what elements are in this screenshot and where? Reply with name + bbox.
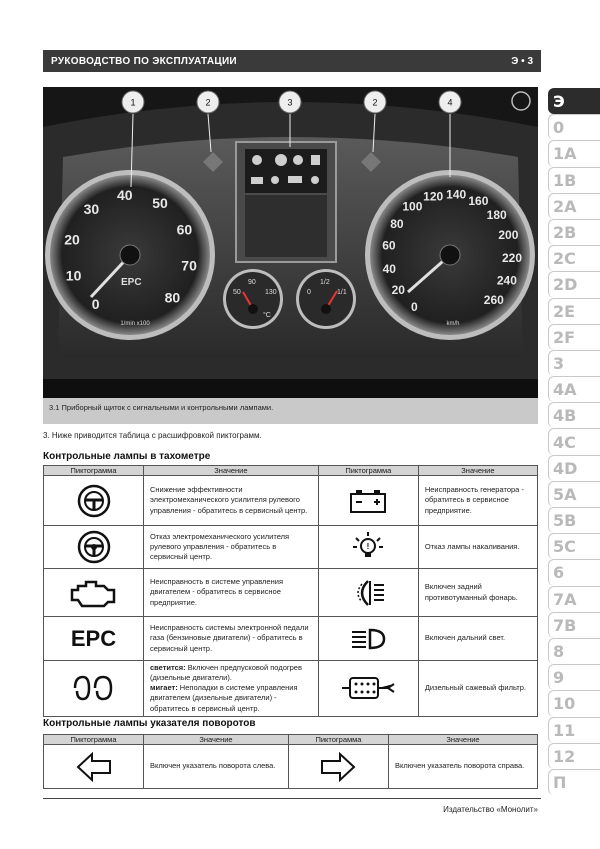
arrow-left-icon bbox=[44, 745, 144, 789]
chapter-tab[interactable]: 12 bbox=[548, 743, 600, 769]
epc-icon bbox=[44, 617, 144, 661]
gauge-tick-label: 80 bbox=[164, 289, 181, 306]
col-pictogram: Пиктограмма bbox=[44, 466, 144, 476]
chapter-tab[interactable]: 1A bbox=[548, 140, 600, 166]
callout-number: 3 bbox=[287, 97, 293, 108]
meaning-text: Дизельный сажевый фильтр. bbox=[418, 661, 537, 717]
gauge-tick-label: 240 bbox=[496, 273, 517, 288]
epc-label: EPC bbox=[121, 277, 142, 288]
gauge-tick-label: 10 bbox=[65, 267, 82, 284]
gauge-tick-label: 60 bbox=[382, 238, 396, 253]
gauge-tick-label: 80 bbox=[390, 216, 404, 231]
col-meaning: Значение bbox=[418, 466, 537, 476]
chapter-tabs bbox=[548, 88, 600, 795]
table-row bbox=[44, 661, 538, 717]
chapter-tab[interactable]: 5B bbox=[548, 507, 600, 533]
fuel-tick-empty: 0 bbox=[307, 289, 311, 296]
gauge-tick-label: 260 bbox=[483, 292, 504, 307]
section-title-turn-signals: Контрольные лампы указателя поворотов bbox=[43, 718, 256, 729]
gauge-tick-label: 20 bbox=[64, 231, 80, 248]
chapter-tab[interactable]: 2E bbox=[548, 298, 600, 324]
tach-unit: 1/min x100 bbox=[120, 321, 150, 327]
meaning-text: Включен дальний свет. bbox=[418, 617, 537, 661]
col-meaning: Значение bbox=[144, 466, 319, 476]
table-row bbox=[44, 745, 538, 789]
col-pictogram: Пиктограмма bbox=[44, 735, 144, 745]
temp-unit: °C bbox=[263, 312, 271, 319]
tachometer bbox=[45, 170, 215, 340]
chapter-tab[interactable]: 10 bbox=[548, 690, 600, 716]
meaning-text: Отказ лампы накаливания. bbox=[418, 526, 537, 569]
battery-icon bbox=[318, 476, 418, 526]
chapter-tab[interactable]: 5C bbox=[548, 533, 600, 559]
chapter-tab[interactable]: 8 bbox=[548, 638, 600, 664]
gauge-tick-label: 60 bbox=[176, 221, 193, 238]
note-text: 3. Ниже приводится таблица с расшифровкой пиктограмм. bbox=[43, 431, 262, 440]
turn-signal-lamps-table bbox=[43, 734, 538, 789]
col-meaning: Значение bbox=[144, 735, 289, 745]
gauge-tick-label: 180 bbox=[486, 208, 507, 223]
speedometer bbox=[365, 170, 535, 340]
callout-number: 2 bbox=[205, 97, 211, 108]
table-row bbox=[44, 569, 538, 617]
table-row bbox=[44, 476, 538, 526]
chapter-tab[interactable]: 3 bbox=[548, 350, 600, 376]
gauge-tick-label: 50 bbox=[152, 195, 168, 211]
chapter-tab[interactable]: 4C bbox=[548, 428, 600, 454]
gauge-tick-label: 0 bbox=[91, 296, 100, 313]
gauge-tick-label: 200 bbox=[498, 228, 519, 243]
speedo-unit: km/h bbox=[446, 321, 460, 327]
gauge-tick-label: 220 bbox=[501, 251, 523, 266]
chapter-tab[interactable]: 7B bbox=[548, 612, 600, 638]
chapter-tab[interactable]: 2C bbox=[548, 245, 600, 271]
gauge-tick-label: 20 bbox=[391, 283, 405, 298]
chapter-tab[interactable]: 2D bbox=[548, 271, 600, 297]
callout-number: 1 bbox=[130, 97, 136, 108]
meaning-text: Неисправность в системе управления двигателем - обратитесь в сервисное предприятие. bbox=[144, 569, 319, 617]
gauge-tick-label: 100 bbox=[402, 199, 423, 214]
chapter-tab[interactable]: 5A bbox=[548, 481, 600, 507]
chapter-tab[interactable]: 2B bbox=[548, 219, 600, 245]
publisher-footer: Издательство «Монолит» bbox=[443, 805, 538, 814]
temp-tick-high: 130 bbox=[265, 289, 277, 296]
gauge-tick-label: 120 bbox=[423, 189, 444, 204]
steering-red-icon bbox=[44, 526, 144, 569]
arrow-right-icon bbox=[288, 745, 388, 789]
fuel-gauge bbox=[296, 269, 356, 329]
gauge-tick-label: 160 bbox=[468, 193, 489, 208]
meaning-text bbox=[144, 661, 319, 717]
chapter-tab[interactable]: 1B bbox=[548, 167, 600, 193]
gauge-tick-label: 0 bbox=[411, 299, 418, 314]
chapter-tab[interactable]: 6 bbox=[548, 559, 600, 585]
glow-plug-icon bbox=[44, 661, 144, 717]
gauge-tick-label: 70 bbox=[181, 257, 197, 274]
state-blink-text: Неполадки в системе управления двигателем (дизельные двигатели) - обратитесь в сервисный центр. bbox=[150, 683, 298, 713]
temp-gauge bbox=[223, 269, 283, 329]
bulb-failure-icon bbox=[318, 526, 418, 569]
chapter-tab[interactable]: П bbox=[548, 769, 600, 795]
chapter-tab[interactable]: 4D bbox=[548, 455, 600, 481]
high-beam-icon bbox=[318, 617, 418, 661]
svg-text:!: ! bbox=[367, 542, 370, 551]
temp-tick-mid: 90 bbox=[248, 279, 256, 286]
chapter-tab[interactable]: Э bbox=[548, 88, 600, 114]
gauge-tick-label: 40 bbox=[117, 187, 133, 204]
chapter-tab[interactable]: 9 bbox=[548, 664, 600, 690]
meaning-text: Снижение эффективности электромеханического усилителя рулевого управления - обратитесь в сервисный центр. bbox=[144, 476, 319, 526]
chapter-tab[interactable]: 4A bbox=[548, 376, 600, 402]
chapter-tab[interactable]: 2A bbox=[548, 193, 600, 219]
chapter-tab[interactable]: 2F bbox=[548, 324, 600, 350]
callout-number: 4 bbox=[447, 97, 453, 108]
meaning-text: Включен указатель поворота слева. bbox=[144, 745, 289, 789]
fuel-tick-full: 1/1 bbox=[337, 289, 347, 296]
state-blink-label: мигает: bbox=[150, 683, 178, 693]
meaning-text: Неисправность системы электронной педали газа (бензиновые двигатели) - обратитесь в сервисный центр. bbox=[144, 617, 319, 661]
dashboard-photo bbox=[43, 87, 538, 398]
state-lit-text: Включен предпусковой подогрев (дизельные двигатели). bbox=[150, 663, 302, 683]
page-header bbox=[43, 50, 541, 72]
steering-yellow-icon bbox=[44, 476, 144, 526]
gauge-tick-label: 30 bbox=[83, 201, 100, 217]
rear-fog-icon bbox=[318, 569, 418, 617]
diesel-filter-icon bbox=[318, 661, 418, 717]
fuel-tick-half: 1/2 bbox=[320, 279, 330, 286]
table-row bbox=[44, 526, 538, 569]
chapter-tab[interactable]: 11 bbox=[548, 717, 600, 743]
page-number: Э • 3 bbox=[511, 55, 533, 67]
meaning-text: Отказ электромеханического усилителя рулевого управления - обратитесь в сервисный центр. bbox=[144, 526, 319, 569]
temp-tick-low: 50 bbox=[233, 289, 241, 296]
col-pictogram: Пиктограмма bbox=[318, 466, 418, 476]
tachometer-lamps-table bbox=[43, 465, 538, 717]
chapter-tab[interactable]: 0 bbox=[548, 114, 600, 140]
table-row bbox=[44, 617, 538, 661]
footer-divider bbox=[43, 798, 541, 799]
col-pictogram: Пиктограмма bbox=[288, 735, 388, 745]
col-meaning: Значение bbox=[388, 735, 537, 745]
figure-caption: 3.1 Приборный щиток с сигнальными и контрольными лампами. bbox=[43, 398, 538, 424]
gauge-tick-label: 140 bbox=[446, 187, 467, 202]
engine-icon bbox=[44, 569, 144, 617]
meaning-text: Неисправность генератора - обратитесь в сервисное предприятие. bbox=[418, 476, 537, 526]
meaning-text: Включен указатель поворота справа. bbox=[388, 745, 537, 789]
callout-number: 2 bbox=[372, 97, 378, 108]
section-title-tachometer: Контрольные лампы в тахометре bbox=[43, 451, 211, 462]
chapter-tab[interactable]: 4B bbox=[548, 402, 600, 428]
header-title: РУКОВОДСТВО ПО ЭКСПЛУАТАЦИИ bbox=[51, 55, 237, 67]
gauge-tick-label: 40 bbox=[382, 261, 396, 276]
meaning-text: Включен задний противотуманный фонарь. bbox=[418, 569, 537, 617]
epc-icon-label: EPC bbox=[70, 625, 117, 651]
state-lit-label: светится: bbox=[150, 663, 186, 672]
chapter-tab[interactable]: 7A bbox=[548, 586, 600, 612]
